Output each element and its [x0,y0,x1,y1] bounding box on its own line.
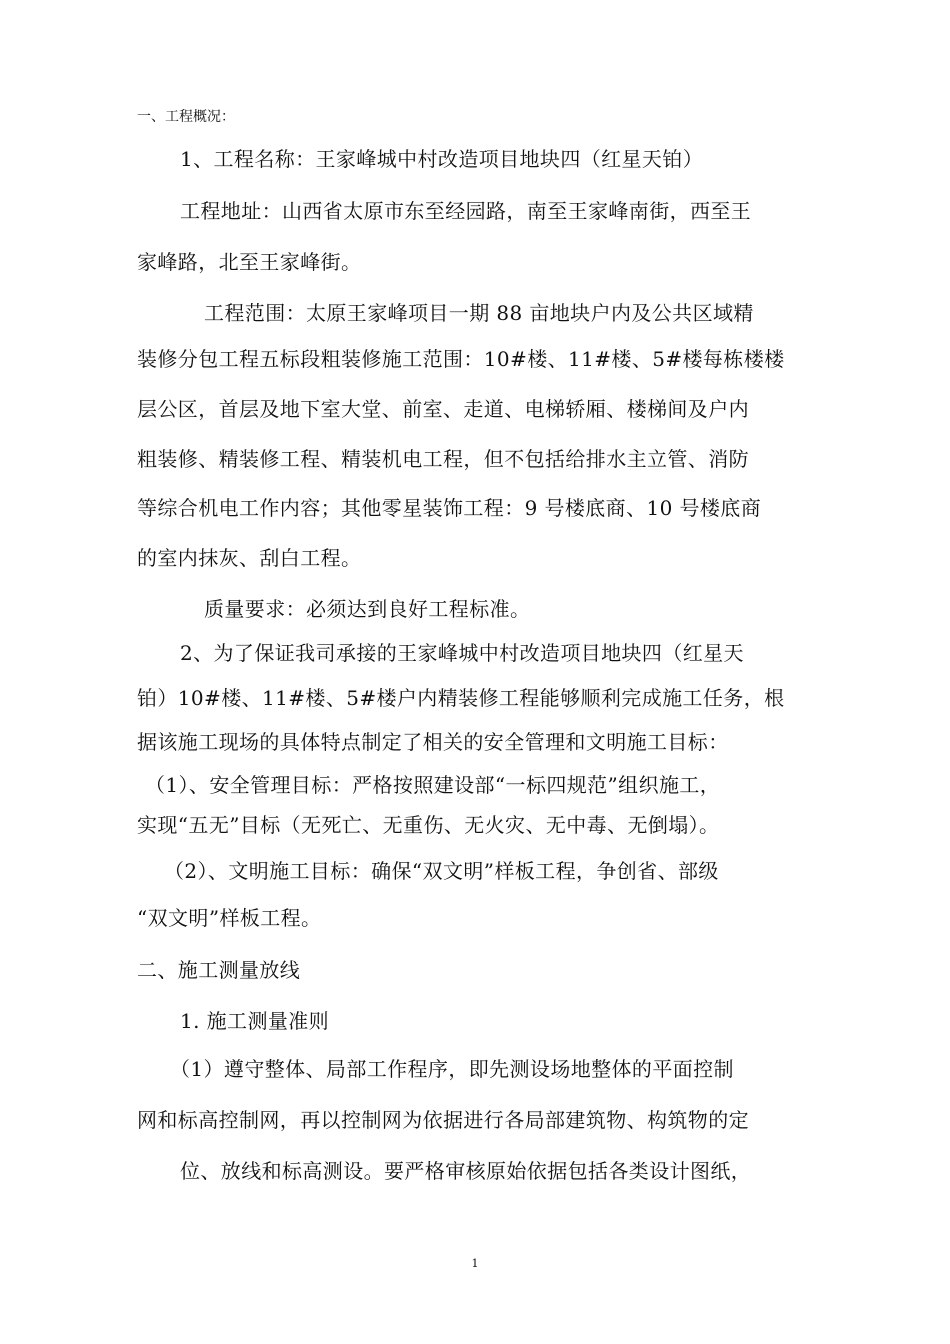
civilized-goal-line-2: “双文明”样板工程。 [137,906,322,930]
survey-principle-line-3: 位、放线和标高测设。要严格审核原始依据包括各类设计图纸， [180,1159,752,1183]
civilized-goal-line-1: （2）、文明施工目标：确保“双文明”样板工程，争创省、部级 [164,859,719,883]
page-number: 1 [471,1257,479,1270]
quality-requirement-line: 质量要求：必须达到良好工程标准。 [204,597,531,621]
project-scope-line-4: 粗装修、精装修工程、精装机电工程，但不包括给排水主立管、消防 [137,447,749,471]
survey-principles-subheading: 1. 施工测量准则 [180,1009,330,1033]
goals-intro-line-3: 据该施工现场的具体特点制定了相关的安全管理和文明施工目标： [137,730,729,754]
section-heading-survey: 二、施工测量放线 [137,958,301,982]
goals-intro-line-2: 铂）10#楼、11#楼、5#楼户内精装修工程能够顺利完成施工任务，根 [137,686,785,710]
section-heading-overview: 一、工程概况： [137,109,235,125]
project-scope-line-1: 工程范围：太原王家峰项目一期 88 亩地块户内及公共区域精 [204,301,754,325]
project-scope-line-3: 层公区，首层及地下室大堂、前室、走道、电梯轿厢、楼梯间及户内 [137,397,749,421]
project-scope-line-6: 的室内抹灰、刮白工程。 [137,546,362,570]
safety-goal-line-1: （1）、安全管理目标：严格按照建设部“一标四规范”组织施工， [145,773,721,797]
project-address-line-1: 工程地址：山西省太原市东至经园路，南至王家峰南街，西至王 [180,199,752,223]
project-name-line: 1、工程名称：王家峰城中村改造项目地块四（红星天铂） [180,147,704,171]
goals-intro-line-1: 2、为了保证我司承接的王家峰城中村改造项目地块四（红星天 [180,641,744,665]
project-scope-line-2: 装修分包工程五标段粗装修施工范围：10#楼、11#楼、5#楼每栋楼楼 [137,347,785,371]
survey-principle-line-1: （1）遵守整体、局部工作程序，即先测设场地整体的平面控制 [170,1057,734,1081]
project-address-line-2: 家峰路，北至王家峰街。 [137,250,362,274]
safety-goal-line-2: 实现“五无”目标（无死亡、无重伤、无火灾、无中毒、无倒塌）。 [137,813,720,837]
survey-principle-line-2: 网和标高控制网，再以控制网为依据进行各局部建筑物、构筑物的定 [137,1108,749,1132]
project-scope-line-5: 等综合机电工作内容；其他零星装饰工程：9 号楼底商、10 号楼底商 [137,496,762,520]
